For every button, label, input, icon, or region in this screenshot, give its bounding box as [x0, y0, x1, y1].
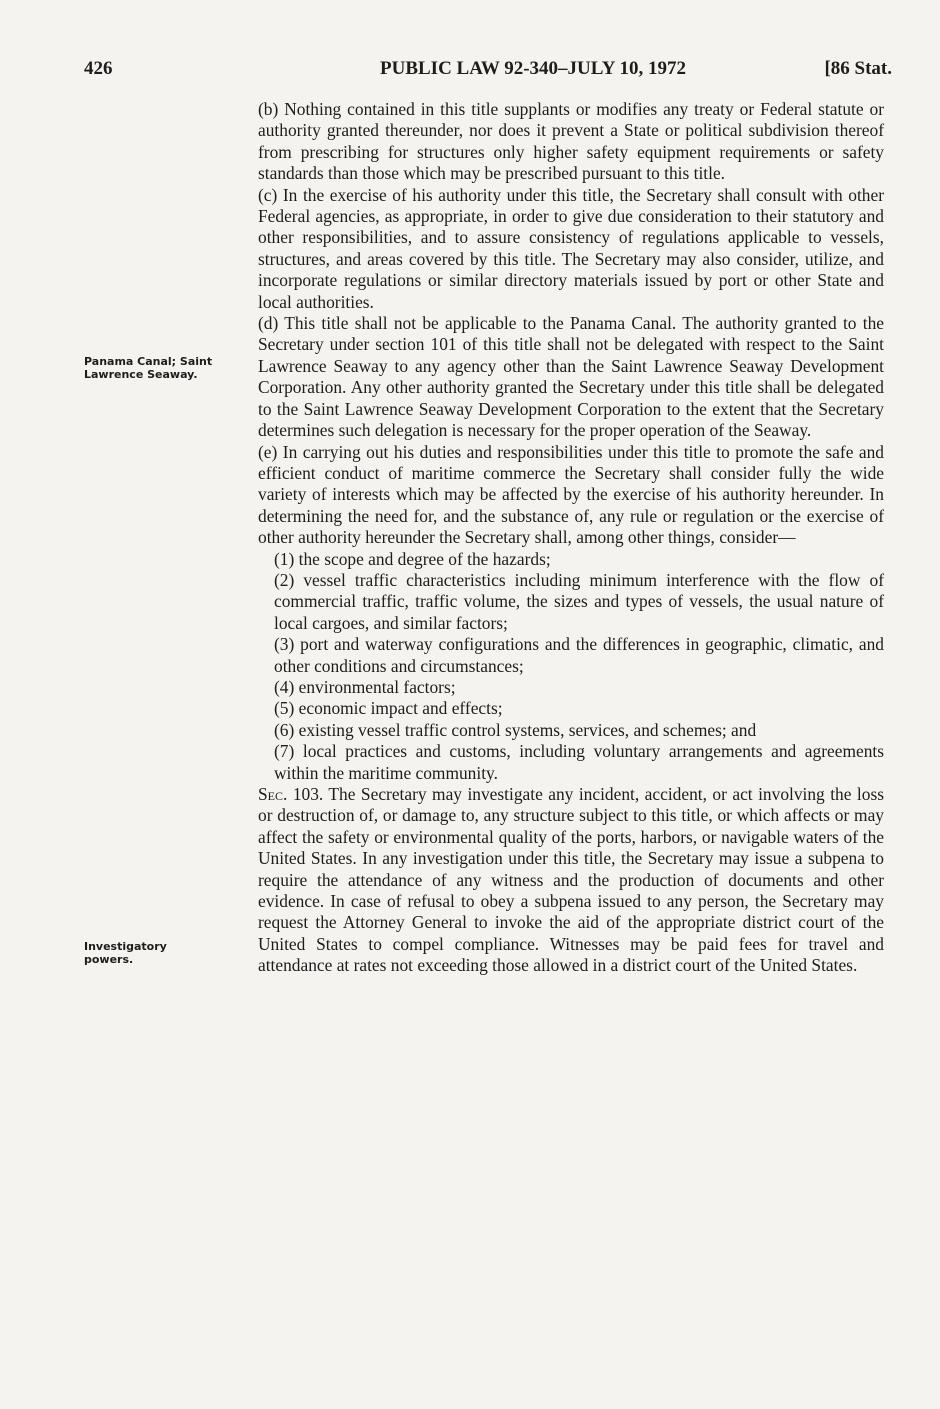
section-103	[258, 784, 884, 977]
margin-note-panama-canal: Panama Canal; Saint Lawrence Seaway.	[84, 355, 213, 381]
statute-reference: [86 Stat.	[824, 58, 892, 79]
list-item-6: (6) existing vessel traffic control systems, services, and schemes; and	[274, 719, 757, 740]
list-item-5: (5) economic impact and effects;	[274, 698, 503, 719]
list-item-7: (7) local practices and customs, including voluntary arrangements and agreements within the maritime community.	[274, 741, 884, 783]
body-text	[258, 99, 884, 977]
section-103-label: Sec. 103.	[258, 784, 324, 804]
paragraph-c: (c) In the exercise of his authority under this title, the Secretary shall consult with other Federal agencies, as appropriate, in order to give due consideration to their statutory and other responsibilities, and to assure consistency of regulations applicable to vessels, structures, and areas covered by this title. The Secretary may also consider, utilize, and incorporate regulations or similar directory materials issued by port or other State and local authorities.	[258, 184, 884, 312]
paragraph-e: (e) In carrying out his duties and responsibilities under this title to promote the safe and efficient conduct of maritime commerce the Secretary shall consider fully the wide variety of interests which may be affected by the exercise of his authority hereunder. In determining the need for, and the substance of, any rule or regulation or the exercise of other authority hereunder the Secretary shall, among other things, consider—	[258, 441, 884, 548]
page-header	[84, 58, 892, 84]
list-item-3: (3) port and waterway configurations and the differences in geographic, climatic, and other conditions and circumstances;	[274, 634, 884, 676]
page-number: 426	[84, 58, 113, 79]
paragraph-b: (b) Nothing contained in this title supplants or modifies any treaty or Federal statute or authority granted thereunder, nor does it prevent a State or political subdivision thereof from prescribing for structures only higher safety equipment requirements or safety standards than those which may be prescribed pursuant to this title.	[258, 99, 884, 184]
margin-note-investigatory-powers: Investigatory powers.	[84, 940, 167, 966]
list-item-4: (4) environmental factors;	[274, 676, 456, 697]
section-103-text: The Secretary may investigate any incident, accident, or act involving the loss or destruction of, or damage to, any structure subject to this title, or which affects or may affect the safety or environmental quality of the ports, harbors, or navigable waters of the United States. In any investigation under this title, the Secretary may issue a subpena to require the attendance of any witness and the production of documents and other evidence. In case of refusal to obey a subpena issued to any person, the Secretary may request the Attorney General to invoke the aid of the appropriate district court of the United States to compel compliance. Witnesses may be paid fees for travel and attendance at rates not exceeding those allowed in a district court of the United States.	[258, 784, 884, 976]
list-item-1: (1) the scope and degree of the hazards;	[274, 548, 551, 569]
paragraph-d: (d) This title shall not be applicable to the Panama Canal. The authority granted to the Secretary under section 101 of this title shall not be delegated with respect to the Saint Lawrence Seaway to any agency other than the Saint Lawrence Seaway Development Corporation. Any other authority granted the Secretary under this title shall be delegated to the Saint Lawrence Seaway Development Corporation to the extent that the Secretary determines such delegation is necessary for the proper operation of the Seaway.	[258, 313, 884, 441]
list-item-2: (2) vessel traffic characteristics including minimum interference with the flow of commercial traffic, traffic volume, the sizes and types of vessels, the usual nature of local cargoes, and similar factors;	[274, 569, 884, 633]
running-title: PUBLIC LAW 92-340–JULY 10, 1972	[380, 58, 686, 79]
